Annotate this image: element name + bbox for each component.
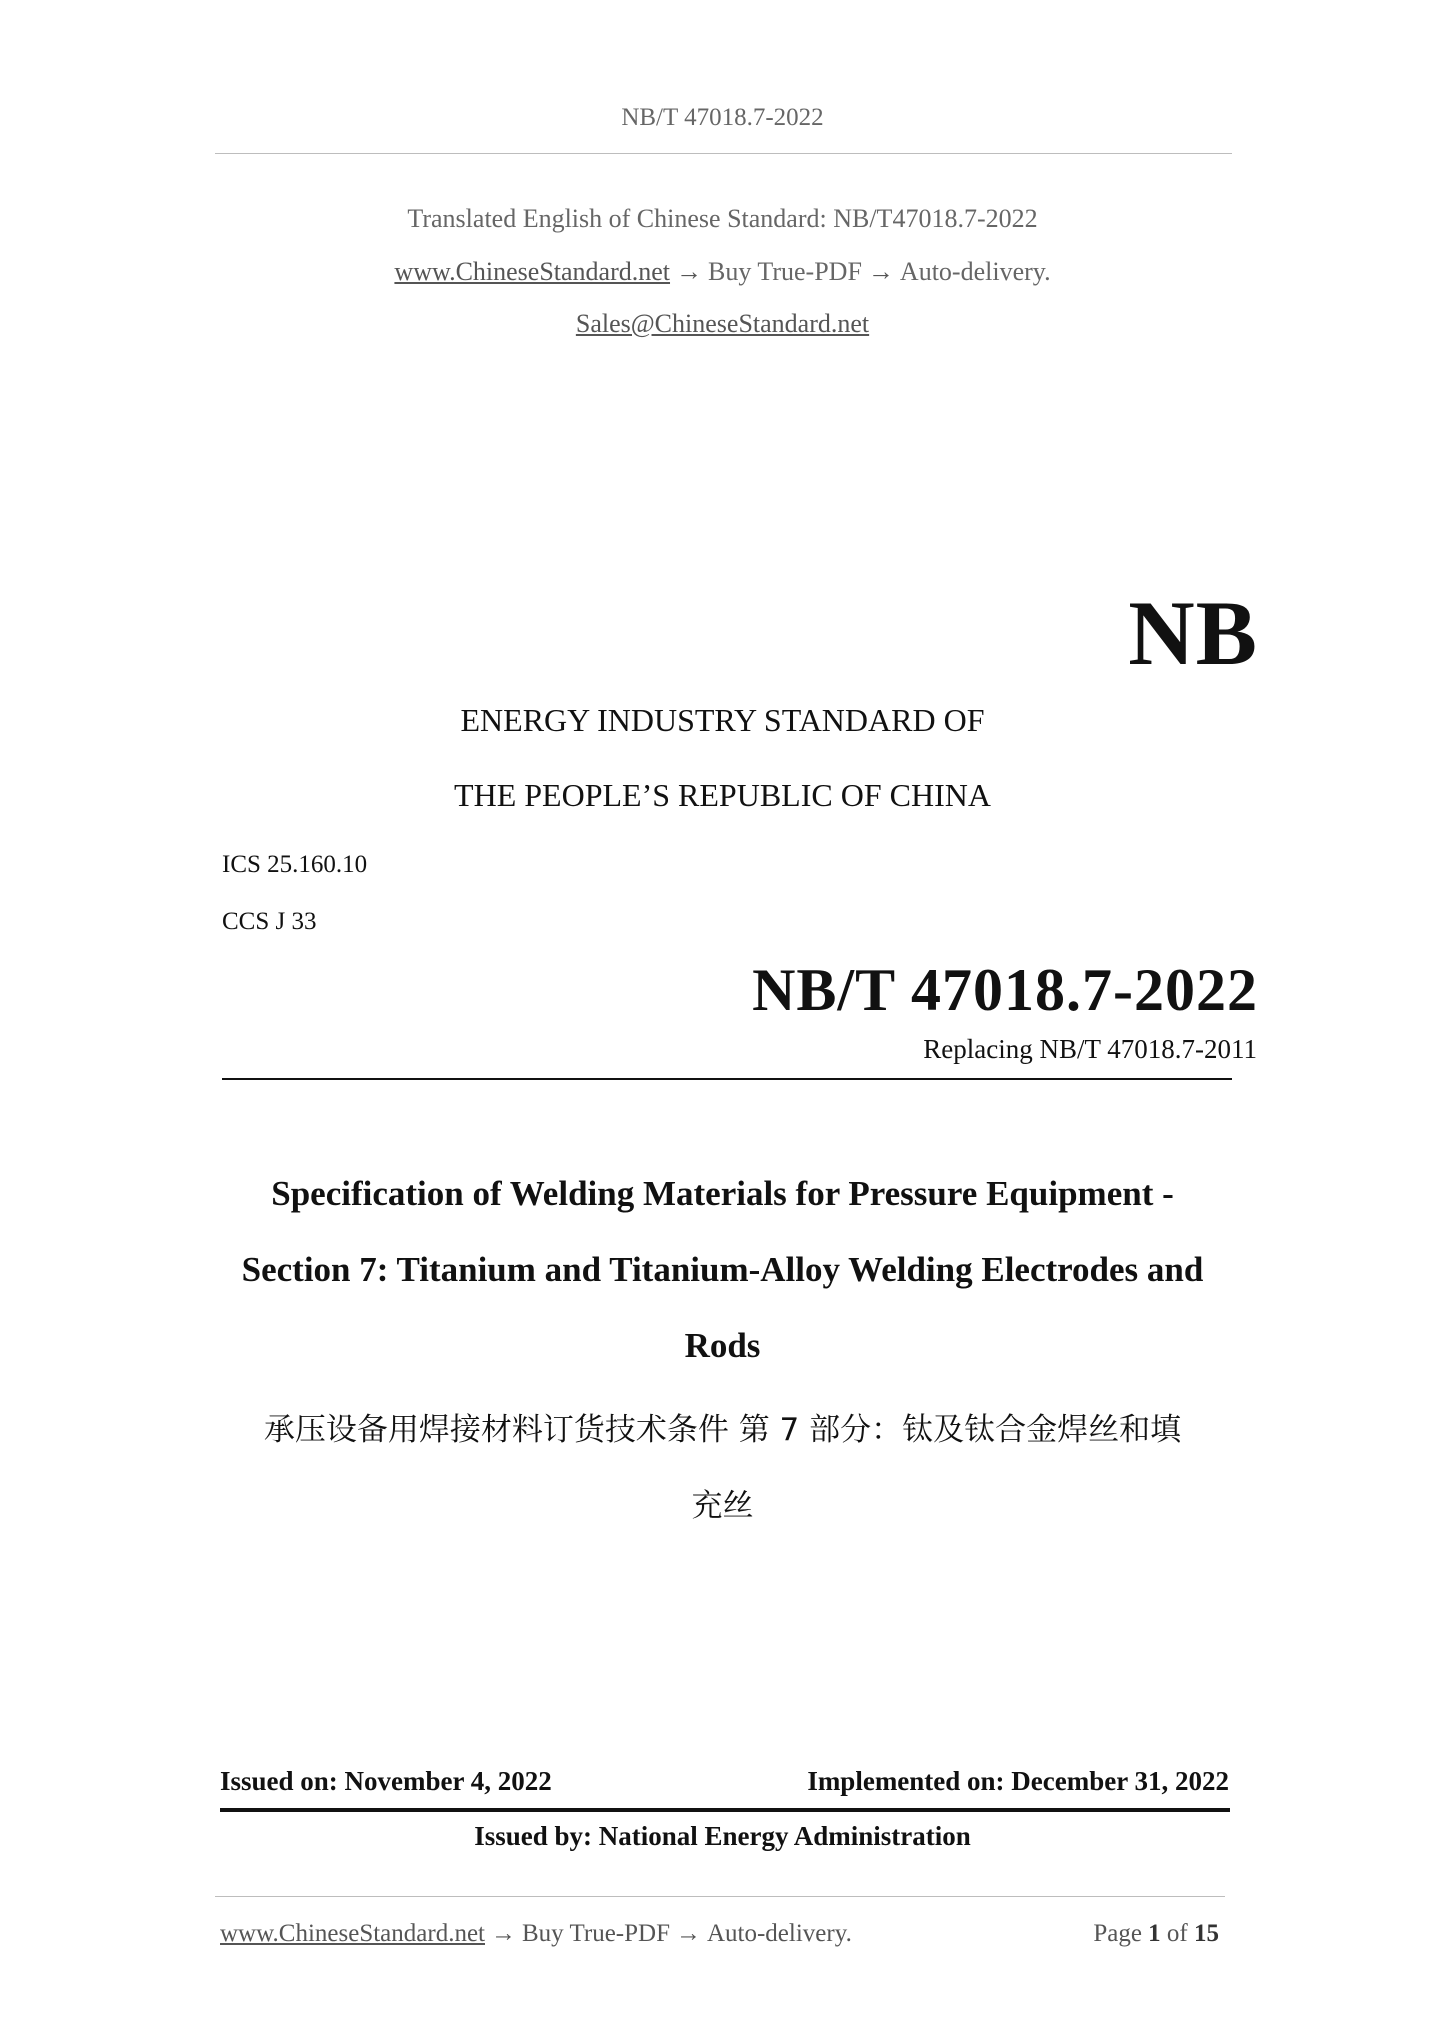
authority-line-2: THE PEOPLE’S REPUBLIC OF CHINA — [454, 777, 991, 813]
arrow-right-icon: → — [491, 1920, 516, 1947]
footer-purchase-line — [220, 1920, 852, 1948]
title-en-line-3: Rods — [684, 1326, 761, 1365]
email-link[interactable]: Sales@ChineseStandard.net — [575, 309, 870, 338]
standard-rule — [222, 1078, 1232, 1080]
of-label: of — [1166, 1920, 1188, 1947]
title-cn-line-2: 充丝 — [691, 1488, 754, 1524]
arrow-right-icon: → — [675, 1920, 701, 1947]
footer-delivery-text: Auto-delivery. — [706, 1920, 852, 1947]
arrow-right-icon: → — [867, 257, 894, 286]
delivery-text: Auto-delivery. — [899, 257, 1051, 286]
footer-site-link[interactable]: www.ChineseStandard.net — [220, 1920, 485, 1947]
title-cn-line-1: 承压设备用焊接材料订货技术条件 第 7 部分：钛及钛合金焊丝和填 — [263, 1412, 1182, 1448]
dates-rule — [220, 1808, 1230, 1812]
footer-rule — [215, 1896, 1225, 1897]
authority-line-1: ENERGY INDUSTRY STANDARD OF — [460, 702, 985, 738]
page-total: 15 — [1194, 1920, 1219, 1947]
implemented-date: Implemented on: December 31, 2022 — [807, 1766, 1229, 1796]
page-number: 1 — [1148, 1920, 1161, 1947]
email-line — [0, 309, 1445, 339]
purchase-line — [0, 257, 1445, 287]
issued-date: Issued on: November 4, 2022 — [220, 1766, 552, 1796]
buy-text: Buy True-PDF — [708, 257, 862, 286]
footer-buy-text: Buy True-PDF — [522, 1920, 670, 1947]
standard-number: NB/T 47018.7-2022 — [752, 957, 1258, 1023]
running-header: NB/T 47018.7-2022 — [621, 104, 824, 131]
header-rule — [215, 153, 1232, 154]
title-en-line-1: Specification of Welding Materials for Pressure Equipment - — [271, 1174, 1174, 1213]
title-en-line-2: Section 7: Titanium and Titanium-Alloy Welding Electrodes and — [241, 1250, 1204, 1289]
ccs-code: CCS J 33 — [222, 908, 317, 935]
ics-code: ICS 25.160.10 — [222, 851, 368, 878]
page-indicator — [1093, 1920, 1219, 1948]
replacing-standard: Replacing NB/T 47018.7-2011 — [923, 1034, 1257, 1064]
translation-notice: Translated English of Chinese Standard: NB/T47018.7-2022 — [407, 204, 1038, 233]
nb-logo: NB — [1128, 582, 1258, 684]
page-label: Page — [1093, 1920, 1142, 1947]
site-link[interactable]: www.ChineseStandard.net — [394, 257, 671, 286]
issuing-authority: Issued by: National Energy Administration — [474, 1821, 971, 1851]
arrow-right-icon: → — [676, 257, 703, 286]
